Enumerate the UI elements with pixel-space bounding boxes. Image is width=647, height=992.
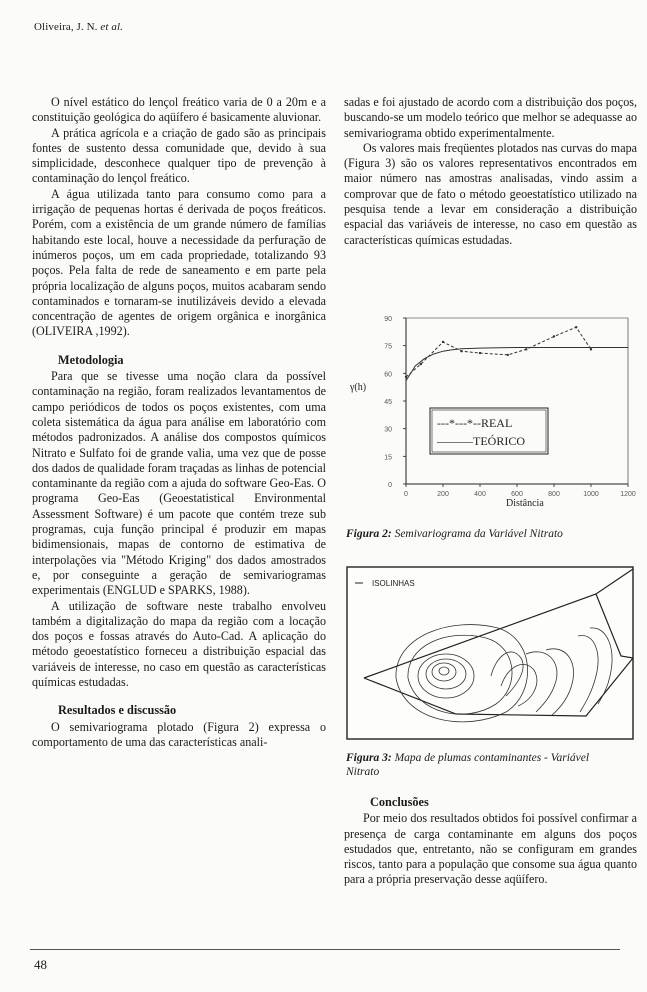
paragraph: A prática agrícola e a criação de gado são as principais fontes de sustento dessa comunidade que, devido à sua simplicidade, desconhece qualquer tipo de prevenção à contaminação do lençol freático.: [32, 125, 326, 186]
paragraph: O semivariograma plotado (Figura 2) expressa o comportamento de uma das características anali-: [32, 719, 326, 749]
data-point-real: [420, 363, 422, 365]
figure3-text: Mapa de plumas contaminantes - Variável Nitrato: [346, 752, 590, 778]
paragraph: A utilização de software neste trabalho envolveu também a digitalização do mapa da região com a locação dos poços e fossas através do Auto-Cad. A aplicação do método geoestatístico forneceu a distribuição espacial das variáveis de interesse, no caso em questão as características químicas estudadas.: [32, 598, 326, 689]
figure2-text: Semivariograma da Variável Nitrato: [394, 528, 563, 540]
semivariogram-chart: [338, 308, 638, 520]
x-axis-label: Distância: [506, 498, 544, 509]
legend-real: ---*---*--REAL: [437, 416, 513, 430]
data-point-real: [553, 335, 555, 337]
data-point-real: [460, 350, 462, 352]
figure3-label: Figura 3:: [346, 752, 392, 764]
data-point-real: [507, 354, 509, 356]
chart-series: [405, 326, 628, 381]
y-tick-label: 60: [384, 371, 392, 379]
right-column-bottom: [344, 795, 637, 888]
y-tick-label: 75: [384, 343, 392, 351]
map-legend: ISOLINHAS: [372, 579, 415, 588]
section-heading-metodologia: Metodologia: [58, 352, 124, 367]
paragraph: sadas e foi ajustado de acordo com a distribuição dos poços, buscando-se um modelo teórico que melhor se adequasse ao semivariograma obtido experimentalmente.: [344, 95, 637, 140]
data-point-real: [590, 348, 592, 350]
figure2-caption: [346, 527, 636, 541]
figure3-caption: [346, 751, 616, 779]
y-tick-label: 0: [388, 482, 392, 489]
data-point-real: [525, 348, 527, 350]
section-heading-conclusoes: Conclusões: [370, 795, 429, 809]
legend-teorico: ———TEÓRICO: [437, 434, 525, 448]
map-frame: [347, 567, 633, 739]
chart-axes: [406, 318, 628, 484]
header-etal: et al.: [100, 21, 123, 33]
y-axis-label: γ(h): [350, 382, 367, 393]
paragraph: Os valores mais freqüentes plotados nas curvas do mapa (Figura 3) são os valores representativos encontrados em maior número nas amostras analisadas, vindo assim a comprovar que de fato o método geoestatístico utilizado na pesquisa tende a levar em consideração a distribuição espacial das variáveis de interesse, no caso em questão as características químicas estudadas.: [344, 140, 637, 247]
y-tick-label: 30: [384, 426, 392, 434]
x-tick-label: 0: [404, 491, 408, 498]
paragraph: O nível estático do lençol freático varia de 0 a 20m e a constituição geológica do aqüífero é basicamente aluvionar.: [32, 95, 326, 125]
chart-ticks: [384, 316, 636, 498]
x-tick-label: 1200: [620, 491, 636, 498]
paragraph: A água utilizada tanto para consumo como para a irrigação de pequenas hortas é derivada de poços freáticos. Porém, com a existência de um grande número de famílias habitando este local, houve a necessidade da perfuração de inúmeros poços, um em cada propriedade, totalizando 93 poços. Pela falta de rede de saneamento e em parte pela própria localização de alguns poços, muitos acabaram sendo contaminados e tornaram-se inutilizáveis devido a elevada concentração de agentes de origem orgânica e inorgânica (OLIVEIRA ,1992).: [32, 186, 326, 339]
figure2-label: Figura 2:: [346, 528, 392, 540]
data-point-real: [575, 326, 577, 328]
left-column: [32, 95, 326, 750]
data-point-real: [405, 376, 407, 378]
section-heading-resultados: Resultados e discussão: [58, 703, 177, 718]
running-header: [34, 21, 123, 33]
x-tick-label: 1000: [583, 491, 599, 498]
paragraph: Para que se tivesse uma noção clara da possível contaminação na região, foram realizados levantamentos de campo periódicos de todos os poços existentes, com uma coleta sistemática da água para análise em laboratório com métodos padronizados. A análise dos compostos químicos Nitrato e Sulfato foi de grande valia, uma vez que de posse dos dados de qualidade foram traçadas as linhas de potencial contaminante da região com a ajuda do software Geo-Eas. O programa Geo-Eas (Geoestatistical Environmental Assessment Software) é um pacote que contém treze sub programas, cuja função principal é produzir em mapas bidimensionais, mapas de contorno de estimativa de interpolações via "Método Kriging" dos dados amostrados e, por conseguinte a geração de semivariogramas experimentais (ENGLUD e SPARKS, 1988).: [32, 369, 326, 598]
paragraph: Por meio dos resultados obtidos foi possível confirmar a presença de carga contaminante em alguns dos poços estudados que, entretanto, não se configuram em grandes riscos, tanto para a população que consome sua água quanto para a própria preservação desse aqüífero.: [344, 811, 637, 887]
page-number: 48: [34, 957, 47, 972]
footer-rule: [30, 949, 620, 950]
series-line-real: [406, 327, 591, 377]
data-point-real: [479, 352, 481, 354]
x-tick-label: 400: [474, 491, 486, 498]
y-tick-label: 45: [384, 399, 392, 406]
x-tick-label: 800: [548, 491, 560, 498]
header-authors: Oliveira, J. N.: [34, 21, 98, 33]
x-tick-label: 200: [437, 491, 449, 498]
chart-legend: [430, 408, 548, 454]
contamination-map: [346, 566, 636, 742]
data-point-real: [442, 341, 444, 343]
y-tick-label: 15: [384, 454, 392, 462]
right-column-top: [344, 95, 637, 248]
x-tick-label: 600: [511, 491, 523, 498]
y-tick-label: 90: [384, 316, 392, 323]
